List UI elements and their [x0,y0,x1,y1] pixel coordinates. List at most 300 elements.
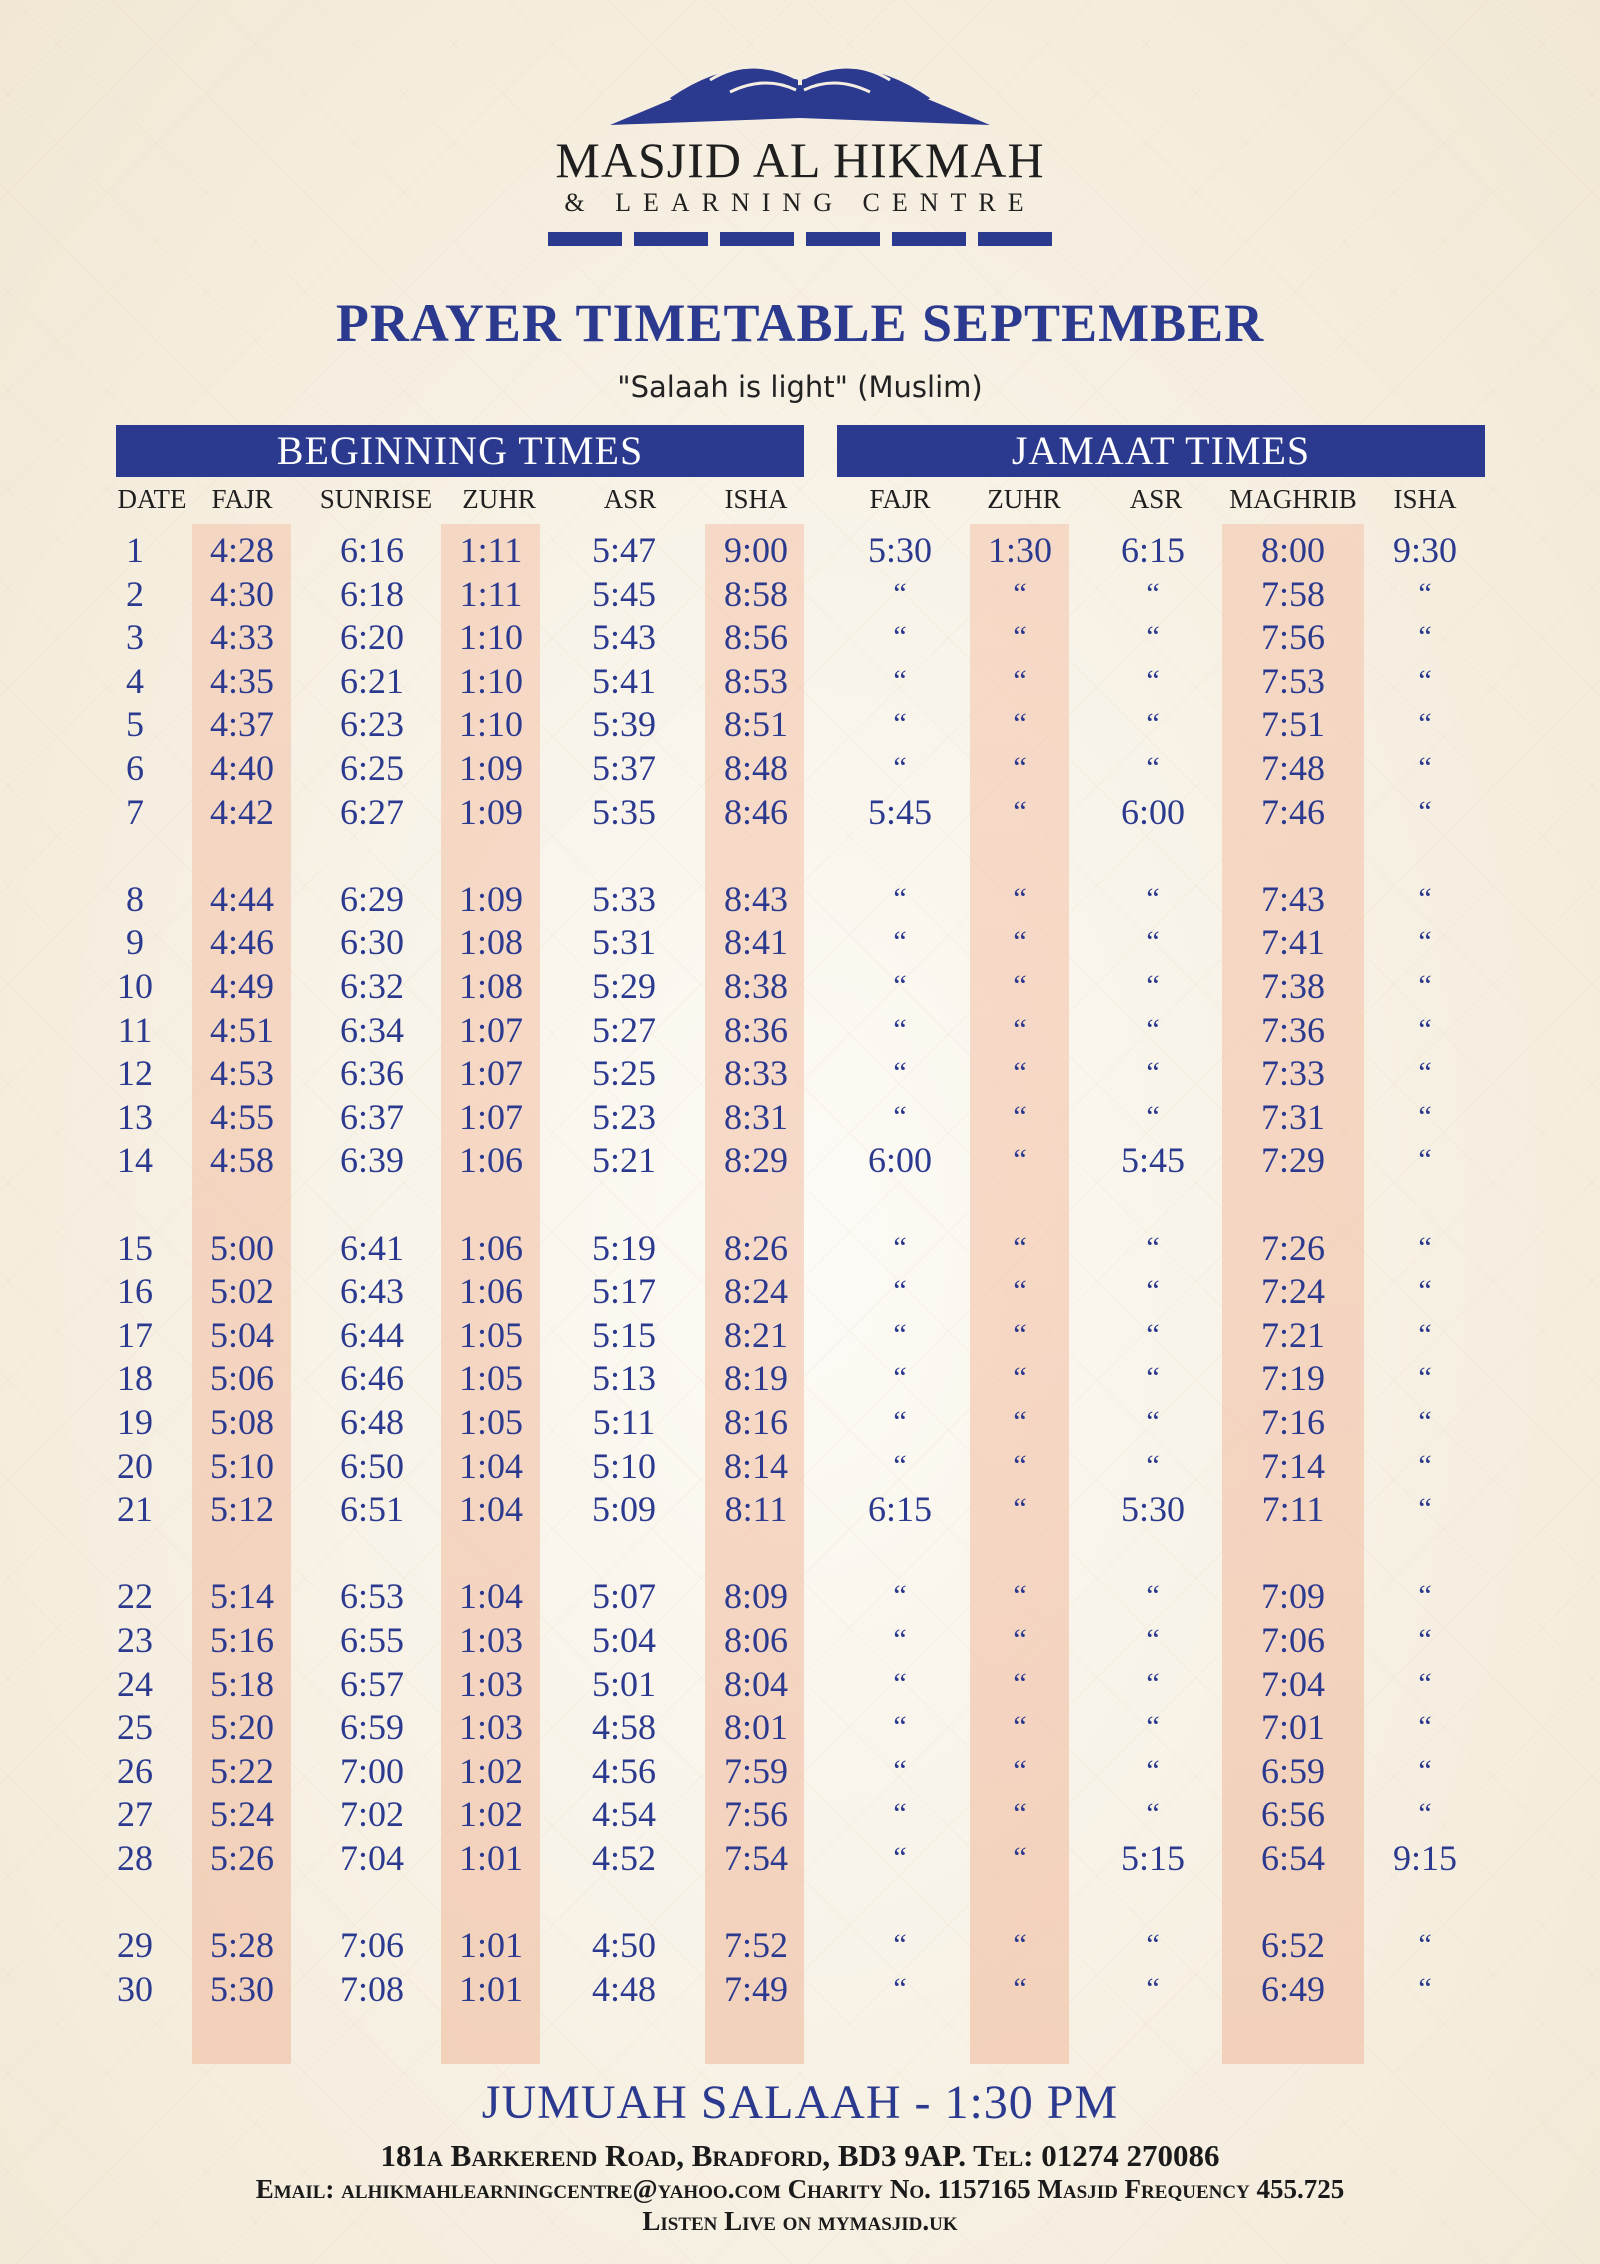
column-header-sunrise: SUNRISE [319,484,433,514]
cell-jamaat-isha: 9:15 [1392,1838,1458,1878]
cell-zuhr: 1:01 [458,1838,524,1878]
cell-jamaat-zuhr: “ [1013,969,1027,1002]
cell-jamaat-asr: “ [1146,1230,1160,1264]
cell-jamaat-fajr: “ [893,751,907,784]
cell-jamaat-asr: “ [1146,881,1160,915]
jamaat-times-banner: JAMAAT TIMES [837,425,1485,477]
cell-maghrib: 7:58 [1260,573,1326,614]
cell-fajr: 5:04 [209,1314,275,1355]
cell-jamaat-zuhr: “ [1013,1666,1027,1700]
cell-date: 16 [117,1271,153,1312]
cell-jamaat-fajr: “ [893,1361,907,1395]
cell-fajr: 5:26 [209,1838,275,1878]
cell-sunrise: 6:20 [339,617,405,658]
cell-date: 17 [117,1314,153,1355]
cell-sunrise: 6:59 [339,1707,405,1748]
cell-zuhr: 1:08 [458,966,524,1006]
cell-zuhr: 1:02 [458,1750,524,1791]
cell-jamaat-isha: “ [1418,1274,1432,1308]
cell-jamaat-zuhr: “ [1013,1230,1027,1264]
cell-maghrib: 7:48 [1260,748,1326,788]
cell-jamaat-zuhr: “ [1013,576,1027,610]
cell-date: 12 [117,1053,153,1094]
cell-jamaat-fajr: “ [893,1928,907,1962]
cell-zuhr: 1:01 [458,1968,524,2009]
cell-fajr: 5:12 [209,1489,275,1530]
cell-jamaat-fajr: “ [893,1797,907,1831]
cell-zuhr: 1:09 [458,748,524,788]
cell-maghrib: 6:59 [1260,1750,1326,1791]
contact-line: Email: alhikmahlearningcentre@yahoo.com Charity No. 1157165 Masjid Frequency 455.725 [255,2174,1345,2204]
cell-sunrise: 6:36 [339,1053,405,1094]
cell-maghrib: 7:33 [1260,1053,1326,1094]
cell-asr: 5:31 [591,922,657,963]
cell-jamaat-zuhr: “ [1013,1143,1027,1177]
cell-jamaat-zuhr: “ [1013,925,1027,959]
cell-maghrib: 7:53 [1260,660,1326,701]
cell-jamaat-fajr: “ [893,881,907,915]
cell-sunrise: 6:32 [339,966,405,1006]
cell-jamaat-isha: “ [1418,576,1432,610]
cell-jamaat-fajr: “ [893,1666,907,1700]
cell-asr: 5:39 [591,704,657,745]
cell-sunrise: 6:55 [339,1620,405,1660]
cell-jamaat-zuhr: “ [1013,751,1027,784]
cell-jamaat-zuhr: “ [1013,1099,1027,1133]
cell-asr: 4:52 [591,1838,657,1878]
cell-jamaat-zuhr: 1:30 [987,530,1053,570]
cell-isha: 8:38 [723,966,789,1006]
cell-fajr: 4:42 [209,791,275,832]
cell-jamaat-asr: “ [1146,1928,1160,1962]
cell-maghrib: 6:49 [1260,1968,1326,2009]
cell-date: 20 [117,1445,153,1486]
cell-sunrise: 7:06 [339,1925,405,1966]
cell-sunrise: 7:00 [339,1750,405,1791]
cell-jamaat-asr: “ [1146,1317,1160,1351]
cell-jamaat-isha: “ [1418,1448,1432,1482]
cell-maghrib: 7:43 [1260,878,1326,919]
cell-isha: 7:49 [723,1968,789,2009]
cell-asr: 5:29 [591,966,657,1006]
cell-date: 6 [126,748,144,788]
cell-asr: 5:13 [591,1358,657,1399]
column-header-date: DATE [117,484,187,514]
cell-sunrise: 7:02 [339,1794,405,1835]
cell-zuhr: 1:11 [459,530,523,570]
cell-fajr: 4:40 [209,748,275,788]
cell-fajr: 4:58 [209,1140,275,1181]
cell-jamaat-isha: “ [1418,1012,1432,1046]
cell-zuhr: 1:02 [458,1794,524,1835]
cell-isha: 8:36 [723,1009,789,1050]
cell-jamaat-fajr: “ [893,1710,907,1744]
cell-zuhr: 1:04 [458,1445,524,1486]
cell-jamaat-zuhr: “ [1013,1579,1027,1613]
cell-zuhr: 1:10 [458,617,524,658]
cell-fajr: 5:24 [209,1794,275,1835]
cell-fajr: 5:02 [209,1271,275,1312]
cell-jamaat-asr: “ [1146,1274,1160,1308]
cell-jamaat-asr: 5:30 [1120,1489,1186,1530]
cell-jamaat-asr: “ [1146,1710,1160,1744]
cell-jamaat-zuhr: “ [1013,794,1027,828]
cell-jamaat-fajr: “ [893,1274,907,1308]
cell-date: 1 [126,530,144,570]
cell-jamaat-isha: “ [1418,1971,1432,2005]
cell-maghrib: 7:36 [1260,1009,1326,1050]
cell-jamaat-asr: 6:00 [1120,791,1186,832]
cell-jamaat-isha: 9:30 [1392,530,1458,570]
cell-jamaat-asr: 6:15 [1120,530,1186,570]
cell-asr: 5:43 [591,617,657,658]
cell-jamaat-fajr: “ [893,1405,907,1438]
logo [0,30,1600,246]
cell-asr: 5:45 [591,573,657,614]
cell-zuhr: 1:03 [458,1663,524,1704]
cell-jamaat-fajr: “ [893,1753,907,1787]
beginning-times-banner: BEGINNING TIMES [116,425,804,477]
cell-isha: 8:04 [723,1663,789,1704]
cell-jamaat-zuhr: “ [1013,1012,1027,1046]
column-header-maghrib: MAGHRIB [1229,484,1357,514]
cell-asr: 5:19 [591,1227,657,1268]
cell-jamaat-isha: “ [1418,925,1432,959]
cell-jamaat-asr: 5:15 [1120,1838,1186,1878]
cell-date: 3 [126,617,144,658]
cell-fajr: 4:51 [209,1009,275,1050]
cell-jamaat-asr: 5:45 [1120,1140,1186,1181]
cell-asr: 4:50 [591,1925,657,1966]
cell-isha: 8:16 [723,1402,789,1442]
cell-isha: 8:11 [724,1489,788,1530]
cell-date: 27 [117,1794,153,1835]
cell-jamaat-asr: “ [1146,1579,1160,1613]
column-header-isha: ISHA [724,484,788,514]
cell-sunrise: 6:25 [339,748,405,788]
cell-sunrise: 6:18 [339,573,405,614]
cell-fajr: 5:22 [209,1750,275,1791]
cell-maghrib: 7:21 [1260,1314,1326,1355]
cell-jamaat-fajr: 5:45 [867,791,933,832]
cell-date: 28 [117,1838,153,1878]
cell-sunrise: 6:50 [339,1445,405,1486]
cell-jamaat-isha: “ [1418,751,1432,784]
cell-jamaat-asr: “ [1146,1099,1160,1133]
cell-maghrib: 7:14 [1260,1445,1326,1486]
cell-date: 5 [126,704,144,745]
cell-zuhr: 1:05 [458,1358,524,1399]
cell-isha: 8:43 [723,878,789,919]
cell-zuhr: 1:06 [458,1140,524,1181]
cell-isha: 8:01 [723,1707,789,1748]
cell-date: 10 [117,966,153,1006]
cell-maghrib: 7:04 [1260,1663,1326,1704]
cell-jamaat-zuhr: “ [1013,620,1027,654]
cell-jamaat-fajr: “ [893,1230,907,1264]
cell-fajr: 5:16 [209,1620,275,1660]
cell-jamaat-fajr: “ [893,1099,907,1133]
cell-jamaat-asr: “ [1146,1753,1160,1787]
cell-jamaat-zuhr: “ [1013,1056,1027,1090]
cell-asr: 5:04 [591,1620,657,1660]
cell-jamaat-fajr: “ [893,663,907,697]
cell-maghrib: 7:26 [1260,1227,1326,1268]
column-header-asr: ASR [1129,484,1183,514]
cell-jamaat-asr: “ [1146,707,1160,741]
logo-name: MASJID AL HIKMAH [555,132,1045,188]
column-header-isha: ISHA [1393,484,1457,514]
cell-jamaat-isha: “ [1418,620,1432,654]
address: 181a Barkerend Road, Bradford, BD3 9AP. Tel: 01274 270086 [380,2138,1220,2173]
cell-fajr: 5:10 [209,1445,275,1486]
cell-zuhr: 1:10 [458,660,524,701]
cell-jamaat-fajr: “ [893,1012,907,1046]
cell-fajr: 5:06 [209,1358,275,1399]
cell-isha: 8:09 [723,1576,789,1617]
cell-fajr: 5:08 [209,1402,275,1442]
cell-jamaat-isha: “ [1418,1492,1432,1526]
cell-jamaat-asr: “ [1146,1012,1160,1046]
cell-jamaat-isha: “ [1418,1928,1432,1962]
cell-sunrise: 6:30 [339,922,405,963]
cell-date: 24 [117,1663,153,1704]
cell-maghrib: 7:56 [1260,617,1326,658]
logo-subtitle: & LEARNING CENTRE [564,188,1036,217]
cell-jamaat-asr: “ [1146,1623,1160,1656]
cell-sunrise: 6:21 [339,660,405,701]
cell-jamaat-zuhr: “ [1013,707,1027,741]
cell-asr: 5:09 [591,1489,657,1530]
column-header-fajr: FAJR [211,484,273,514]
cell-jamaat-zuhr: “ [1013,1274,1027,1308]
cell-sunrise: 6:48 [339,1402,405,1442]
cell-zuhr: 1:03 [458,1707,524,1748]
cell-isha: 8:46 [723,791,789,832]
jumuah-notice: JUMUAH SALAAH - 1:30 PM [481,2076,1119,2129]
cell-isha: 8:58 [723,573,789,614]
cell-date: 25 [117,1707,153,1748]
cell-isha: 8:06 [723,1620,789,1660]
cell-jamaat-fajr: “ [893,707,907,741]
cell-jamaat-asr: “ [1146,1361,1160,1395]
cell-zuhr: 1:06 [458,1227,524,1268]
cell-sunrise: 6:41 [339,1227,405,1268]
cell-maghrib: 7:29 [1260,1140,1326,1181]
cell-jamaat-zuhr: “ [1013,1361,1027,1395]
cell-asr: 5:37 [591,748,657,788]
cell-asr: 5:10 [591,1445,657,1486]
cell-maghrib: 7:46 [1260,791,1326,832]
cell-date: 13 [117,1096,153,1137]
cell-asr: 5:41 [591,660,657,701]
cell-jamaat-isha: “ [1418,1405,1432,1438]
cell-maghrib: 7:24 [1260,1271,1326,1312]
cell-zuhr: 1:03 [458,1620,524,1660]
cell-date: 23 [117,1620,153,1660]
cell-jamaat-isha: “ [1418,881,1432,915]
cell-date: 2 [126,573,144,614]
cell-zuhr: 1:07 [458,1053,524,1094]
column-header-zuhr: ZUHR [987,484,1061,514]
cell-date: 30 [117,1968,153,2009]
cell-sunrise: 6:29 [339,878,405,919]
cell-jamaat-fajr: “ [893,969,907,1002]
cell-fajr: 5:30 [209,1968,275,2009]
cell-zuhr: 1:11 [459,573,523,614]
cell-zuhr: 1:08 [458,922,524,963]
cell-asr: 4:48 [591,1968,657,2009]
book-logo-icon [600,30,1000,130]
cell-isha: 8:56 [723,617,789,658]
cell-jamaat-zuhr: “ [1013,1317,1027,1351]
cell-maghrib: 7:51 [1260,704,1326,745]
cell-asr: 5:11 [592,1402,656,1442]
cell-zuhr: 1:09 [458,791,524,832]
cell-jamaat-asr: “ [1146,576,1160,610]
cell-maghrib: 7:16 [1260,1402,1326,1442]
cell-fajr: 4:37 [209,704,275,745]
page-title: PRAYER TIMETABLE SEPTEMBER [335,293,1265,353]
cell-isha: 7:52 [723,1925,789,1966]
cell-date: 14 [117,1140,153,1181]
cell-sunrise: 7:04 [339,1838,405,1878]
cell-fajr: 4:46 [209,922,275,963]
cell-sunrise: 6:46 [339,1358,405,1399]
cell-jamaat-isha: “ [1418,969,1432,1002]
cell-maghrib: 8:00 [1260,530,1326,570]
cell-jamaat-isha: “ [1418,1230,1432,1264]
cell-maghrib: 6:54 [1260,1838,1326,1878]
cell-jamaat-isha: “ [1418,1579,1432,1613]
cell-fajr: 4:44 [209,878,275,919]
cell-maghrib: 7:11 [1261,1489,1325,1530]
cell-isha: 8:21 [723,1314,789,1355]
cell-isha: 8:48 [723,748,789,788]
cell-isha: 8:41 [723,922,789,963]
cell-maghrib: 6:56 [1260,1794,1326,1835]
cell-jamaat-fajr: “ [893,1056,907,1090]
cell-jamaat-fajr: 5:30 [867,530,933,570]
cell-jamaat-fajr: “ [893,1841,907,1874]
cell-jamaat-isha: “ [1418,1361,1432,1395]
cell-asr: 5:07 [591,1576,657,1617]
cell-asr: 5:25 [591,1053,657,1094]
cell-jamaat-zuhr: “ [1013,881,1027,915]
column-header-fajr: FAJR [869,484,931,514]
cell-zuhr: 1:07 [458,1096,524,1137]
cell-fajr: 5:14 [209,1576,275,1617]
cell-jamaat-isha: “ [1418,1710,1432,1744]
cell-jamaat-zuhr: “ [1013,1710,1027,1744]
cell-date: 11 [117,1009,153,1050]
cell-maghrib: 7:38 [1260,966,1326,1006]
cell-fajr: 4:53 [209,1053,275,1094]
cell-asr: 5:21 [591,1140,657,1181]
cell-zuhr: 1:01 [458,1925,524,1966]
cell-isha: 8:33 [723,1053,789,1094]
cell-jamaat-isha: “ [1418,1143,1432,1177]
cell-maghrib: 7:31 [1260,1096,1326,1137]
cell-sunrise: 6:57 [339,1663,405,1704]
cell-date: 7 [126,791,144,832]
cell-jamaat-isha: “ [1418,1623,1432,1656]
cell-isha: 7:56 [723,1794,789,1835]
cell-fajr: 4:49 [209,966,275,1006]
cell-maghrib: 6:52 [1260,1925,1326,1966]
cell-sunrise: 6:43 [339,1271,405,1312]
cell-asr: 4:56 [591,1750,657,1791]
cell-sunrise: 6:51 [339,1489,405,1530]
cell-asr: 5:47 [591,530,657,570]
cell-jamaat-isha: “ [1418,707,1432,741]
cell-asr: 5:17 [591,1271,657,1312]
cell-jamaat-isha: “ [1418,1753,1432,1787]
cell-zuhr: 1:04 [458,1489,524,1530]
cell-sunrise: 6:27 [339,791,405,832]
cell-jamaat-fajr: 6:15 [867,1489,933,1530]
cell-jamaat-asr: “ [1146,925,1160,959]
cell-jamaat-fajr: “ [893,1579,907,1613]
cell-isha: 8:14 [723,1445,789,1486]
column-header-zuhr: ZUHR [462,484,536,514]
cell-sunrise: 6:34 [339,1009,405,1050]
cell-fajr: 4:35 [209,660,275,701]
cell-isha: 8:31 [723,1096,789,1137]
cell-date: 18 [117,1358,153,1399]
cell-jamaat-zuhr: “ [1013,1753,1027,1787]
cell-jamaat-asr: “ [1146,1448,1160,1482]
cell-jamaat-asr: “ [1146,620,1160,654]
cell-jamaat-isha: “ [1418,1099,1432,1133]
cell-asr: 5:01 [591,1663,657,1704]
page-subtitle: "Salaah is light" (Muslim) [617,370,983,404]
cell-date: 19 [117,1402,153,1442]
cell-jamaat-asr: “ [1146,1405,1160,1438]
cell-date: 4 [126,660,144,701]
cell-isha: 8:19 [723,1358,789,1399]
cell-fajr: 5:20 [209,1707,275,1748]
cell-date: 21 [117,1489,153,1530]
cell-date: 26 [117,1750,153,1791]
cell-jamaat-zuhr: “ [1013,663,1027,697]
cell-jamaat-isha: “ [1418,1056,1432,1090]
cell-jamaat-asr: “ [1146,1056,1160,1090]
cell-sunrise: 7:08 [339,1968,405,2009]
cell-jamaat-asr: “ [1146,1797,1160,1831]
cell-sunrise: 6:23 [339,704,405,745]
cell-jamaat-fajr: “ [893,1317,907,1351]
cell-jamaat-isha: “ [1418,1317,1432,1351]
cell-maghrib: 7:06 [1260,1620,1326,1660]
cell-asr: 5:33 [591,878,657,919]
cell-jamaat-isha: “ [1418,794,1432,828]
cell-asr: 5:15 [591,1314,657,1355]
cell-jamaat-isha: “ [1418,1797,1432,1831]
cell-zuhr: 1:05 [458,1314,524,1355]
cell-zuhr: 1:05 [458,1402,524,1442]
cell-jamaat-zuhr: “ [1013,1971,1027,2005]
cell-zuhr: 1:09 [458,878,524,919]
cell-jamaat-fajr: “ [893,620,907,654]
cell-jamaat-zuhr: “ [1013,1841,1027,1874]
cell-zuhr: 1:07 [458,1009,524,1050]
cell-maghrib: 7:41 [1260,922,1326,963]
cell-date: 8 [126,878,144,919]
cell-isha: 8:26 [723,1227,789,1268]
cell-maghrib: 7:09 [1260,1576,1326,1617]
cell-jamaat-zuhr: “ [1013,1405,1027,1438]
